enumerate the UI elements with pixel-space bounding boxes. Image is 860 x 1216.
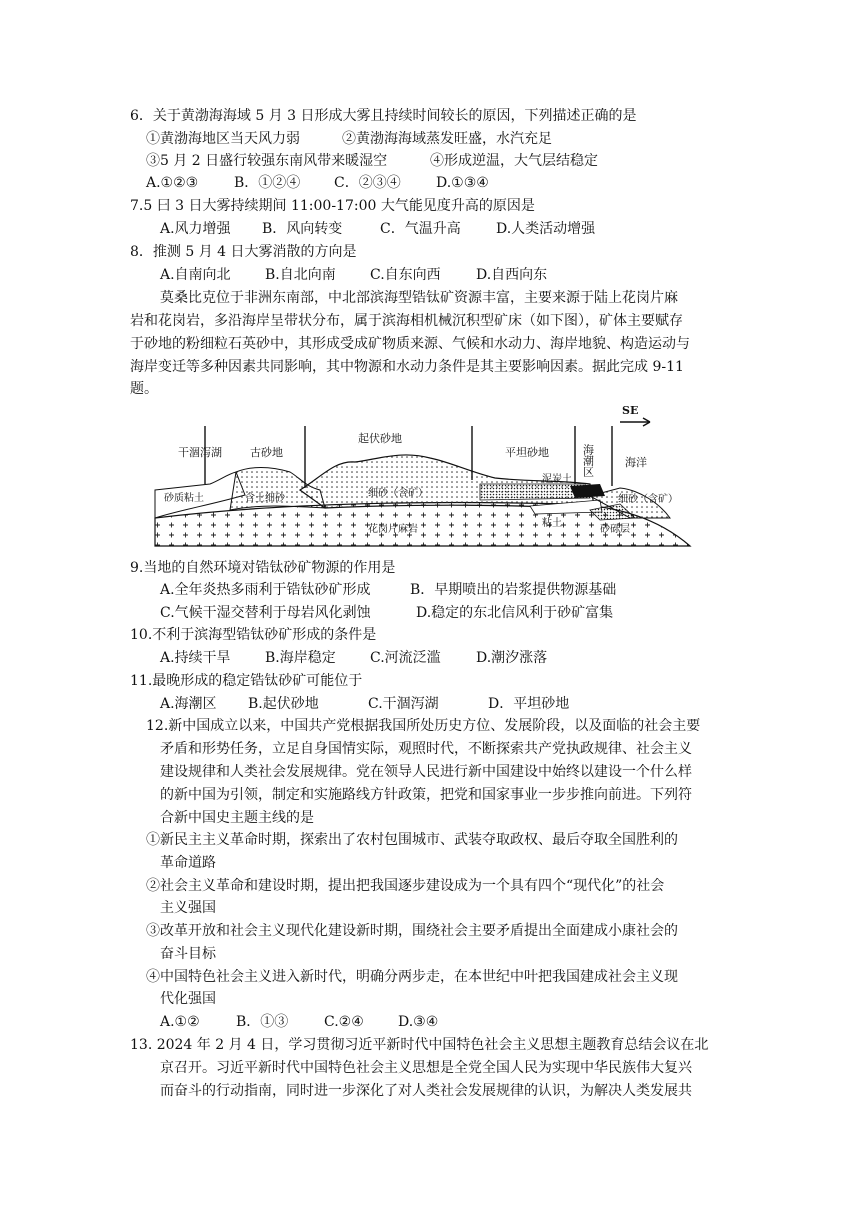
passage-line: 海岸变迁等多种因素共同影响，其中物源和水动力条件是其主要影响因素。据此完成 9-11: [130, 359, 684, 375]
q8-option-d: D.自西向东: [476, 267, 548, 283]
q7-option-c: C．气温升高: [380, 221, 461, 237]
q10-option-d: D.潮汐涨落: [476, 650, 548, 666]
ocean-label: 海洋: [625, 456, 647, 469]
q8-option-c: C.自东向西: [370, 267, 441, 283]
q8-option-a: A.自南向北: [160, 267, 231, 283]
q8-option-b: B.自北向南: [265, 267, 336, 283]
clay-label: 粘土: [542, 518, 562, 529]
q12-item: ③改革开放和社会主义现代化建设新时期，围绕社会主要矛盾提出全面建成小康社会的: [146, 923, 678, 939]
q7-options: [160, 220, 595, 238]
q12-item: 革命道路: [160, 855, 216, 871]
q6-option-c: C．②③④: [334, 175, 401, 191]
ore-sand-label: 细砂（含矿）: [368, 488, 428, 499]
peat-label: 泥炭土: [542, 474, 572, 485]
q6-stem: 6．关于黄渤海海域 5 月 3 日形成大雾且持续时间较长的原因，下列描述正确的是: [130, 108, 637, 124]
q12-item: ④中国特色社会主义进入新时代，明确分两步走，在本世纪中叶把我国建成社会主义现: [146, 969, 678, 985]
granite-label: 花岗片麻岩: [368, 524, 418, 535]
q12-stem-line: 矛盾和形势任务，立足自身国情实际，观照时代，不断探索共产党执政规律、社会主义: [160, 741, 692, 757]
q10-option-c: C.河流泛滥: [370, 650, 441, 666]
q11-option-a: A.海潮区: [160, 696, 217, 712]
q13-stem-line: 而奋斗的行动指南，同时进一步深化了对人类社会发展规律的认识，为解决人类发展共: [160, 1083, 692, 1099]
tidal-zone-label: 海潮区: [581, 444, 595, 477]
passage-line: 岩和花岗岩，多沿海岸呈带状分布，属于滨海相机械沉积型矿床（如下图），矿体主要赋存: [130, 313, 683, 329]
q12-item: 代化强国: [160, 991, 216, 1007]
passage-line: 莫桑比克位于非洲东南部，中北部滨海型锆钛矿资源丰富，主要来源于陆上花岗片麻: [160, 290, 678, 306]
q10-options: [160, 649, 547, 667]
q12-option-d: D.③④: [398, 1014, 439, 1030]
q7-option-b: B．风向转变: [262, 221, 343, 237]
q12-option-b: B．①③: [236, 1014, 289, 1030]
q11-option-c: C.干涸泻湖: [368, 696, 439, 712]
sandy-clay-label: 砂质粘土: [164, 493, 204, 504]
q6-option-a: A.①②③: [146, 175, 199, 191]
q6-option-d: D.①③④: [436, 175, 489, 191]
soil-sand-label: 含土细砂: [245, 493, 285, 504]
q12-option-a: A.①②: [160, 1014, 200, 1030]
q6-statement-4: ④形成逆温，大气层结稳定: [430, 153, 598, 169]
ocean-sand-label: 细砂（含矿）: [618, 494, 678, 505]
q11-stem: 11.最晚形成的稳定锆钛砂矿可能位于: [130, 673, 363, 689]
q8-stem: 8．推测 5 月 4 日大雾消散的方向是: [130, 244, 357, 260]
flat-sand-label: 平坦砂地: [505, 446, 549, 459]
q6-statement-3: ③5 月 2 日盛行较强东南风带来暖湿空: [146, 153, 388, 169]
q8-options: [160, 266, 547, 284]
q12-stem-line: 12.新中国成立以来，中国共产党根据我国所处历史方位、发展阶段，以及面临的社会主要: [146, 718, 701, 734]
q7-stem: 7.5 曰 3 日大雾持续期间 11:00-17:00 大气能见度升高的原因是: [130, 198, 535, 214]
q10-option-b: B.海岸稳定: [265, 650, 336, 666]
q12-item: ②社会主义革命和建设时期，提出把我国逐步建设成为一个具有四个“现代化”的社会: [146, 878, 665, 894]
q12-stem-line: 的新中国为引领，制定和实施路线方针政策，把党和国家事业一步步推向前进。下列符: [160, 787, 692, 803]
q6-options: [146, 174, 489, 192]
q6-statement-2: ②黄渤海海域蒸发旺盛，水汽充足: [342, 131, 552, 147]
q11-option-b: B.起伏砂地: [248, 696, 319, 712]
q10-option-a: A.持续干旱: [160, 650, 231, 666]
q12-options: [160, 1013, 438, 1031]
dune-label: 起伏砂地: [358, 432, 402, 445]
q9-option-c: C.气候干湿交替利于母岩风化剥蚀: [160, 605, 371, 621]
q11-options: [160, 695, 569, 713]
q9-option-d: D.稳定的东北信风利于砂矿富集: [416, 605, 614, 621]
gravel-label: 砂砾层: [600, 524, 630, 535]
q12-option-c: C.②④: [324, 1014, 364, 1030]
passage-line: 于砂地的粉细粒石英砂中，其形成受成矿物质来源、气候和水动力、海岸地貌、构造运动与: [130, 336, 690, 352]
q10-stem: 10.不利于滨海型锆钛砂矿形成的条件是: [130, 627, 377, 643]
q6-statement-1: ①黄渤海地区当天风力弱: [146, 131, 300, 147]
q13-stem-line: 13. 2024 年 2 月 4 日，学习贯彻习近平新时代中国特色社会主义思想主题教育总结会议在北: [130, 1037, 709, 1053]
direction-label: SE: [622, 404, 639, 417]
q12-stem-line: 建设规律和人类社会发展规律。党在领导人民进行新中国建设中始终以建设一个什么样: [160, 764, 692, 780]
q12-stem-line: 合新中国史主题主线的是: [160, 810, 314, 826]
q7-option-a: A.风力增强: [160, 221, 231, 237]
se-arrow-icon: [620, 418, 650, 426]
ancient-sand-label: 古砂地: [250, 446, 283, 459]
q12-item: 主义强国: [160, 900, 216, 916]
q9-option-b: B．早期喷出的岩浆提供物源基础: [410, 582, 617, 598]
q13-stem-line: 京召开。习近平新时代中国特色社会主义思想是全党全国人民为实现中华民族伟大复兴: [160, 1060, 692, 1076]
lagoon-label: 干涸泻湖: [178, 446, 222, 459]
q12-item: 奋斗目标: [160, 946, 216, 962]
passage-line: 题。: [130, 381, 158, 397]
q6-option-b: B．①②④: [234, 175, 301, 191]
q11-option-d: D．平坦砂地: [488, 696, 570, 712]
q9-stem: 9.当地的自然环境对锆钛砂矿物源的作用是: [130, 560, 396, 576]
q7-option-d: D.人类活动增强: [496, 221, 596, 237]
q12-item: ①新民主主义革命时期，探索出了农村包围城市、武装夺取政权、最后夺取全国胜利的: [146, 832, 678, 848]
coastal-deposit-profile-diagram: [150, 400, 695, 550]
q9-option-a: A.全年炎热多雨利于锆钛砂矿形成: [160, 582, 371, 598]
